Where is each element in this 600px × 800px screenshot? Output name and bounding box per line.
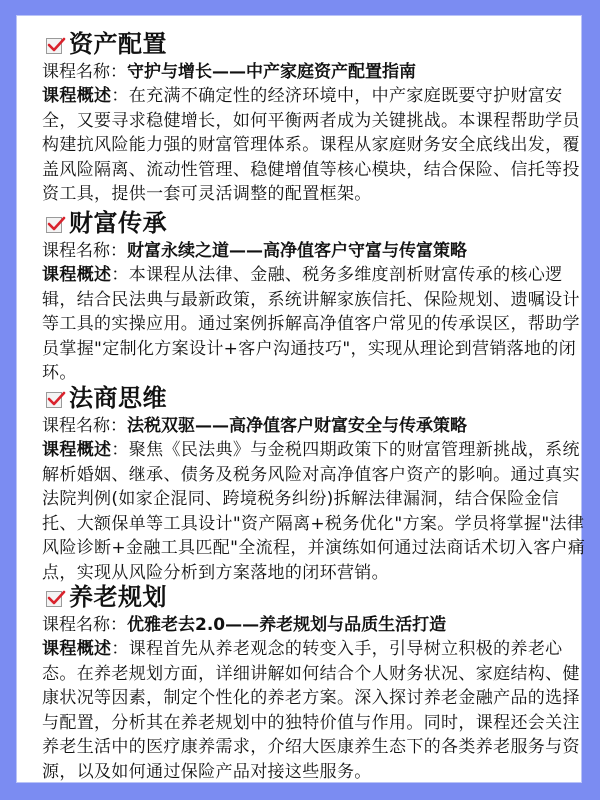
course-description: 课程概述：本课程从法律、金融、税务多维度剖析财富传承的核心逻 辑，结合民法典与最新政策，系统讲解家族信托、保险规划、遗嘱设计 等工具的实操应用。通过案例拆解高净值客户常见的传承误区，帮助学 员掌握"定制化方案设计+客户沟通技巧"，实现从理论到营销落地的闭 环。 — [42, 265, 580, 384]
section-legal-business-thinking — [42, 383, 586, 586]
section-title: 资产配置 — [69, 30, 167, 58]
section-title: 财富传承 — [69, 209, 167, 237]
course-name-row — [42, 60, 562, 84]
section-title-row — [42, 29, 562, 59]
course-description: 课程概述：聚焦《民法典》与金税四期政策下的财富管理新挑战，系统 解析婚姻、继承、债务及税务风险对高净值客户资产的影响。通过真实 法院判例(如家企混同、跨境税务纠纷)拆解法律漏洞，结合保险金信 托、大额保单等工具设计"资产隔离+税务优化"方案。学员将掌握"法律 风险诊断+金融工具匹配"全流程，并演练如何通过法商话术切入客户痛 点，实现从风险分析到方案落地的闭环营销。 — [42, 440, 586, 583]
course-name-label: 课程名称： — [42, 615, 127, 635]
course-name-value: 财富永续之道——高净值客户守富与传富策略 — [127, 241, 467, 261]
section-wealth-inheritance — [42, 208, 580, 386]
checkbox-checked-icon — [46, 38, 62, 54]
checkbox-checked-icon — [46, 392, 62, 408]
course-overview-label: 课程概述 — [42, 265, 112, 285]
course-name-row — [42, 414, 562, 438]
course-name-value: 法税双驱——高净值客户财富安全与传承策略 — [127, 416, 467, 436]
course-name-row — [42, 613, 562, 637]
course-name-label: 课程名称： — [42, 416, 127, 436]
checkbox-checked-icon — [46, 591, 62, 607]
section-title: 法商思维 — [69, 384, 167, 412]
course-name-row — [42, 239, 562, 263]
section-title-row — [42, 208, 562, 238]
section-title-row — [42, 582, 562, 612]
section-retirement-planning — [42, 582, 580, 785]
course-overview-label: 课程概述 — [42, 440, 112, 460]
course-name-label: 课程名称： — [42, 62, 127, 82]
section-title-row — [42, 383, 562, 413]
course-name-value: 守护与增长——中产家庭资产配置指南 — [127, 62, 416, 82]
course-description: 课程概述：课程首先从养老观念的转变入手，引导树立积极的养老心 态。在养老规划方面，详细讲解如何结合个人财务状况、家庭结构、健 康状况等因素，制定个性化的养老方案。深入探讨养老金融产品的选择 与配置，分析其在养老规划中的独特价值与作用。同时，课程还会关注 养老生活中的医疗康养需求，介绍大医康养生态下的各类养老服务与资 源，以及如何通过保险产品对接这些服务。 — [42, 639, 580, 782]
course-overview-label: 课程概述 — [42, 86, 112, 106]
section-asset-allocation — [42, 29, 580, 207]
course-name-label: 课程名称： — [42, 241, 127, 261]
course-description: 课程概述：在充满不确定性的经济环境中，中产家庭既要守护财富安 全，又要寻求稳健增长，如何平衡两者成为关键挑战。本课程帮助学员 构建抗风险能力强的财富管理体系。课程从家庭财务安全底线出发，覆 盖风险隔离、流动性管理、稳健增值等核心模块，结合保险、信托等投 资工具，提供一套可灵活调整的配置框架。 — [42, 86, 580, 205]
course-name-value: 优雅老去2.0——养老规划与品质生活打造 — [127, 615, 447, 635]
course-card — [16, 15, 586, 783]
checkbox-checked-icon — [46, 217, 62, 233]
section-title: 养老规划 — [69, 583, 167, 611]
course-overview-label: 课程概述 — [42, 639, 112, 659]
